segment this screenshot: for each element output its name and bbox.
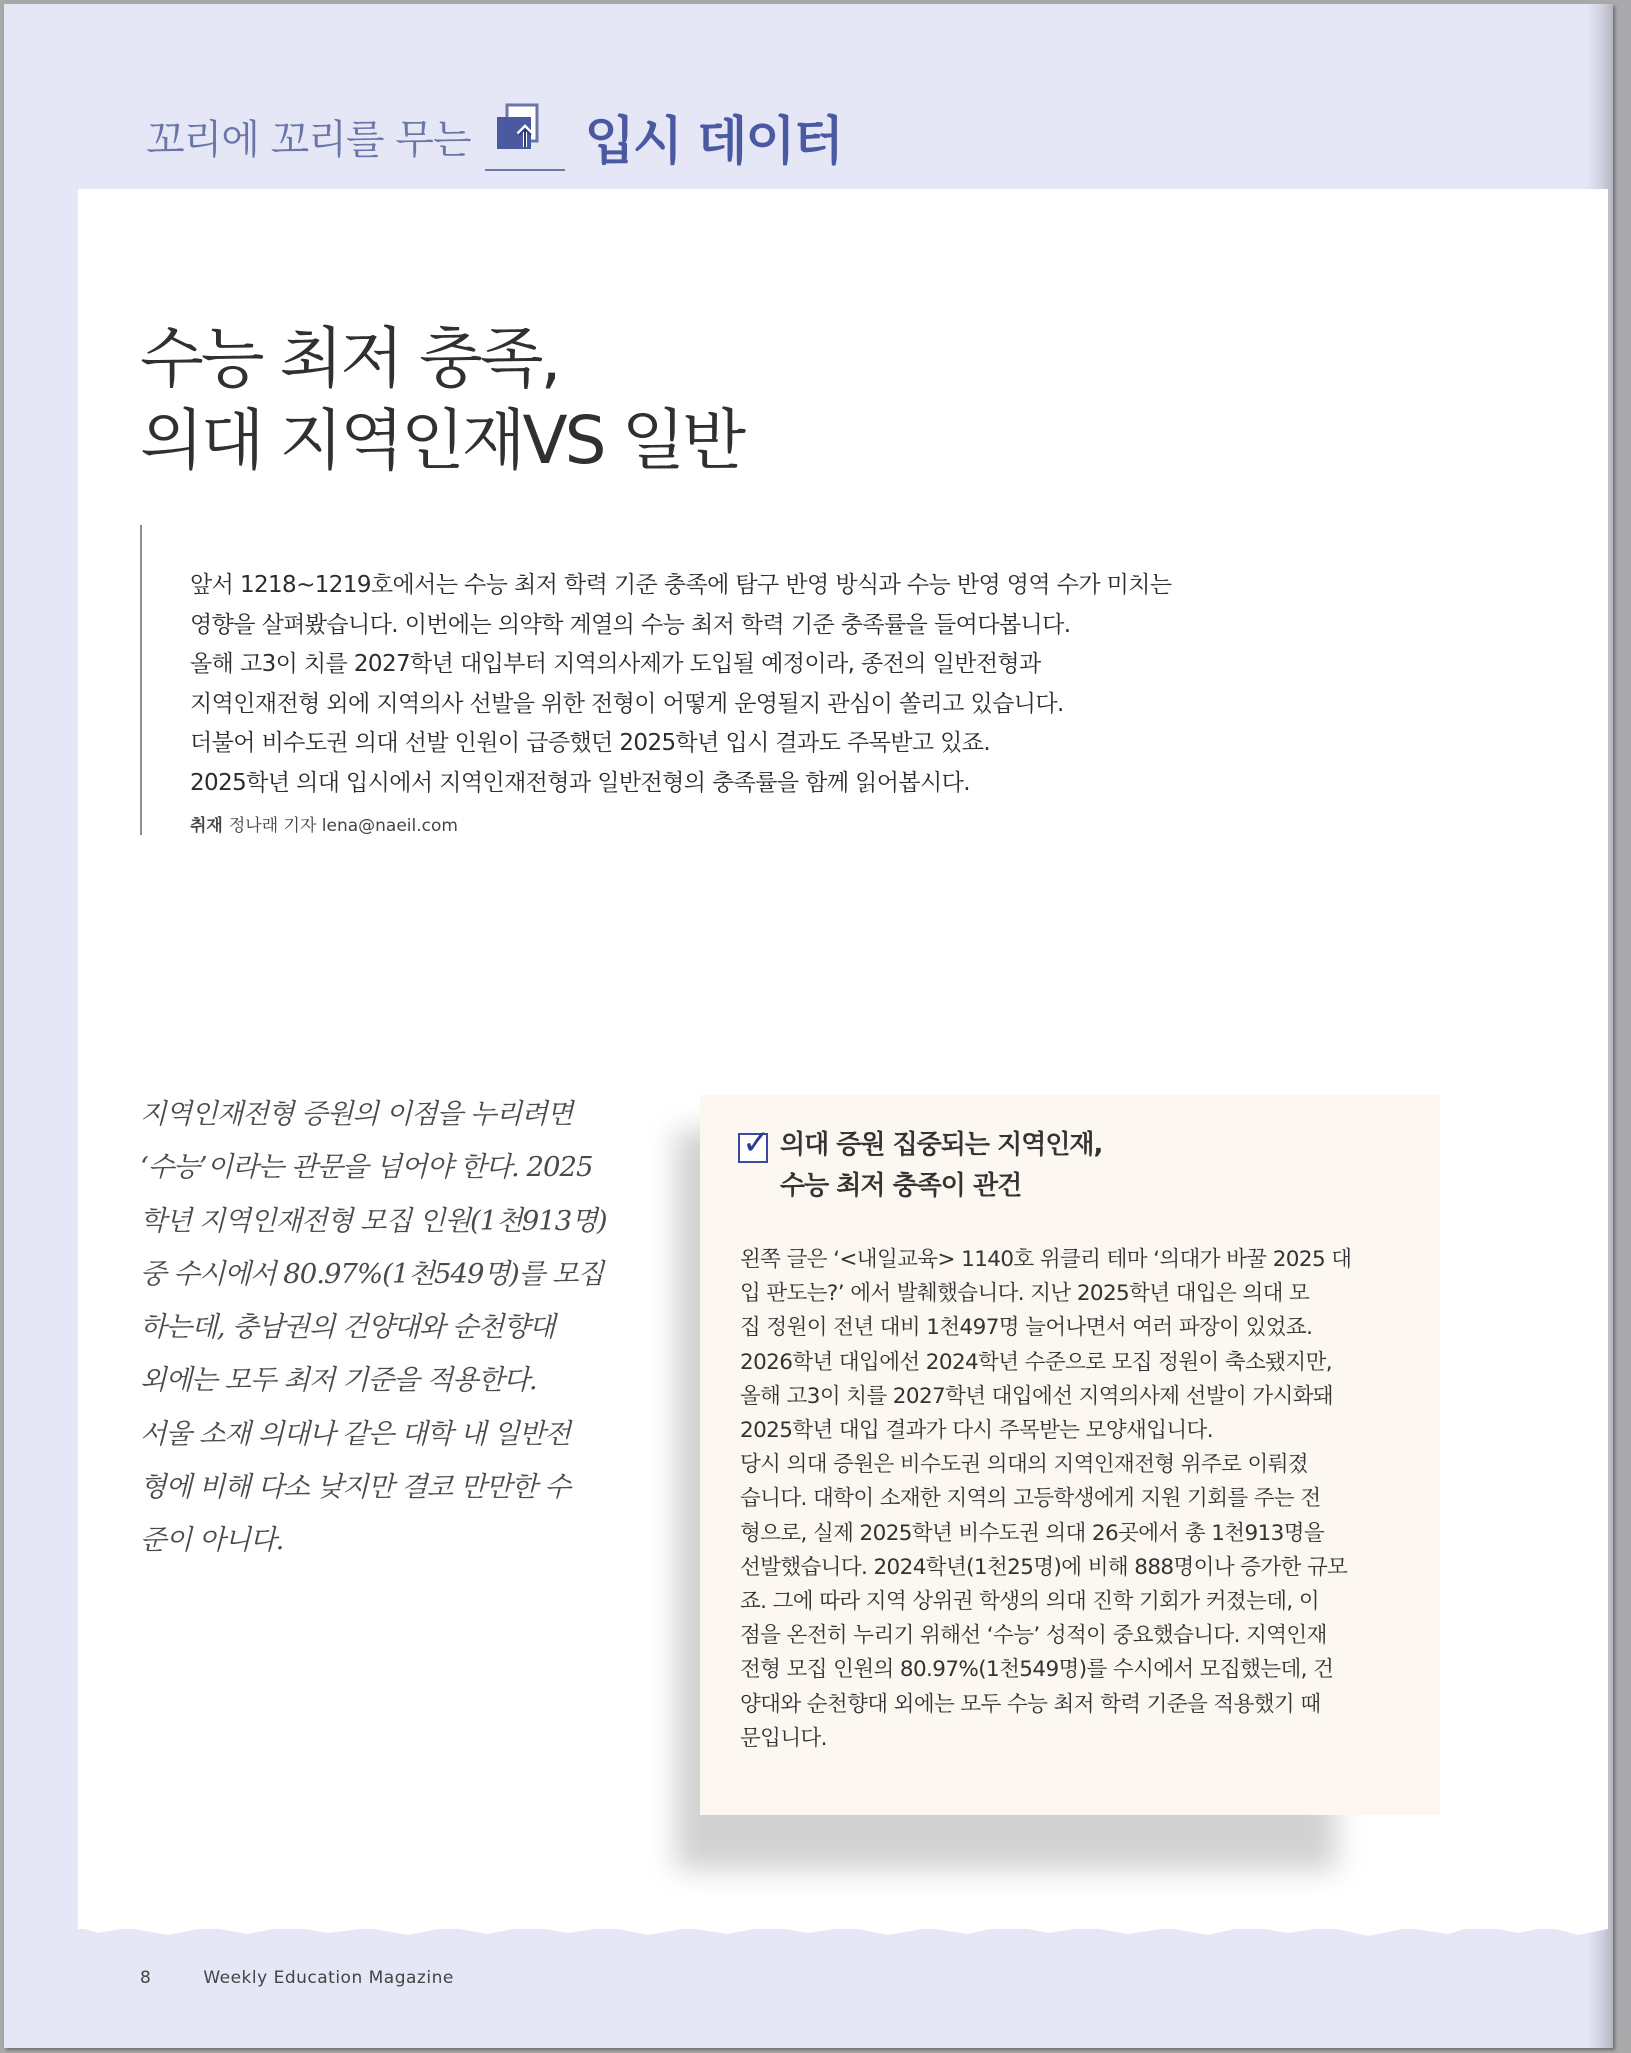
sidebar-line: 당시 의대 증원은 비수도권 의대의 지역인재전형 위주로 이뤄졌 <box>740 1452 1309 1478</box>
page-footer <box>140 1968 454 1988</box>
sidebar-title <box>780 1125 1102 1207</box>
article-title <box>140 318 743 482</box>
sidebar-title-line: 수능 최저 충족이 관건 <box>780 1171 1022 1201</box>
sidebar-line: 죠. 그에 따라 지역 상위권 학생의 의대 진학 기회가 커졌는데, 이 <box>740 1589 1320 1615</box>
sidebar-line: 2025학년 대입 결과가 다시 주목받는 모양새입니다. <box>740 1418 1213 1444</box>
lead-line: 영향을 살펴봤습니다. 이번에는 의약학 계열의 수능 최저 학력 기준 충족률을 들여다봅니다. <box>190 611 1071 638</box>
title-line-1: 수능 최저 충족, <box>140 320 559 397</box>
sidebar-line: 습니다. 대학이 소재한 지역의 고등학생에게 지원 기회를 주는 전 <box>740 1486 1321 1512</box>
sidebar-line: 2026학년 대입에선 2024학년 수준으로 모집 정원이 축소됐지만, <box>740 1349 1332 1375</box>
lead-line: 앞서 1218~1219호에서는 수능 최저 학력 기준 충족에 탐구 반영 방식과 수능 반영 영역 수가 미치는 <box>190 572 1172 598</box>
sidebar-line: 왼쪽 글은 ‘<내일교육> 1140호 위클리 테마 ‘의대가 바꿀 2025 대 <box>740 1247 1352 1272</box>
sidebar-line: 점을 온전히 누리기 위해선 ‘수능’ 성적이 중요했습니다. 지역인재 <box>740 1623 1327 1649</box>
quote-line: 서울 소재 의대나 같은 대학 내 일반전 <box>140 1417 570 1450</box>
quote-line: 중 수시에서 80.97%(1천549명)를 모집 <box>140 1257 604 1290</box>
sidebar-line: 문입니다. <box>740 1725 827 1751</box>
sidebar-title-line: 의대 증원 집중되는 지역인재, <box>780 1130 1103 1160</box>
lead-line: 지역인재전형 외에 지역의사 선발을 위한 전형이 어떻게 운영될지 관심이 쏠리고 있습니다. <box>190 690 1064 717</box>
lead-line: 올해 고3이 치를 2027학년 대입부터 지역의사제가 도입될 예정이라, 종전의 일반전형과 <box>190 651 1041 677</box>
lead-line: 2025학년 의대 입시에서 지역인재전형과 일반전형의 충족률을 함께 읽어봅시다. <box>190 769 970 796</box>
byline-text: 정나래 기자 lena@naeil.com <box>228 816 458 836</box>
sidebar-line: 선발했습니다. 2024학년(1천25명)에 비해 888명이나 증가한 규모 <box>740 1554 1348 1580</box>
quote-line: ‘수능’이라는 관문을 넘어야 한다. 2025 <box>140 1151 593 1184</box>
pull-quote <box>140 1088 620 1568</box>
quote-line: 학년 지역인재전형 모집 인원(1천913명) <box>140 1204 607 1237</box>
magazine-name: Weekly Education Magazine <box>203 1968 454 1988</box>
section-title: 입시 데이터 <box>584 111 842 172</box>
lead-divider <box>140 525 142 835</box>
sidebar-line: 전형 모집 인원의 80.97%(1천549명)를 수시에서 모집했는데, 건 <box>740 1657 1334 1683</box>
byline <box>190 811 458 836</box>
document-upload-icon <box>485 101 565 171</box>
title-line-2: 의대 지역인재VS 일반 <box>140 402 744 479</box>
lead-line: 더불어 비수도권 의대 선발 인원이 급증했던 2025학년 입시 결과도 주목받고 있죠. <box>190 730 991 756</box>
quote-line: 형에 비해 다소 낮지만 결코 만만한 수 <box>140 1471 570 1504</box>
sidebar-line: 집 정원이 전년 대비 1천497명 늘어나면서 여러 파장이 있었죠. <box>740 1315 1313 1341</box>
page-number: 8 <box>140 1968 152 1988</box>
quote-line: 준이 아니다. <box>140 1524 284 1557</box>
quote-line: 외에는 모두 최저 기준을 적용한다. <box>140 1364 537 1397</box>
sidebar-line: 입 판도는?’ 에서 발췌했습니다. 지난 2025학년 대입은 의대 모 <box>740 1281 1310 1307</box>
checkbox-checked-icon: ✓ <box>738 1133 768 1163</box>
sidebar-box <box>700 1095 1440 1815</box>
sidebar-line: 양대와 순천향대 외에는 모두 수능 최저 학력 기준을 적용했기 때 <box>740 1691 1321 1717</box>
byline-label: 취재 <box>190 816 223 836</box>
section-header <box>146 96 842 176</box>
sidebar-line: 형으로, 실제 2025학년 비수도권 의대 26곳에서 총 1천913명을 <box>740 1520 1325 1546</box>
quote-line: 지역인재전형 증원의 이점을 누리려면 <box>140 1098 573 1130</box>
quote-line: 하는데, 충남권의 건양대와 순천향대 <box>140 1311 555 1344</box>
sidebar-line: 올해 고3이 치를 2027학년 대입에선 지역의사제 선발이 가시화돼 <box>740 1383 1334 1409</box>
header-subtitle: 꼬리에 꼬리를 무는 <box>146 116 471 163</box>
sidebar-body <box>740 1243 1410 1756</box>
article-lead <box>190 566 1320 803</box>
torn-paper-edge <box>78 1915 1608 1945</box>
